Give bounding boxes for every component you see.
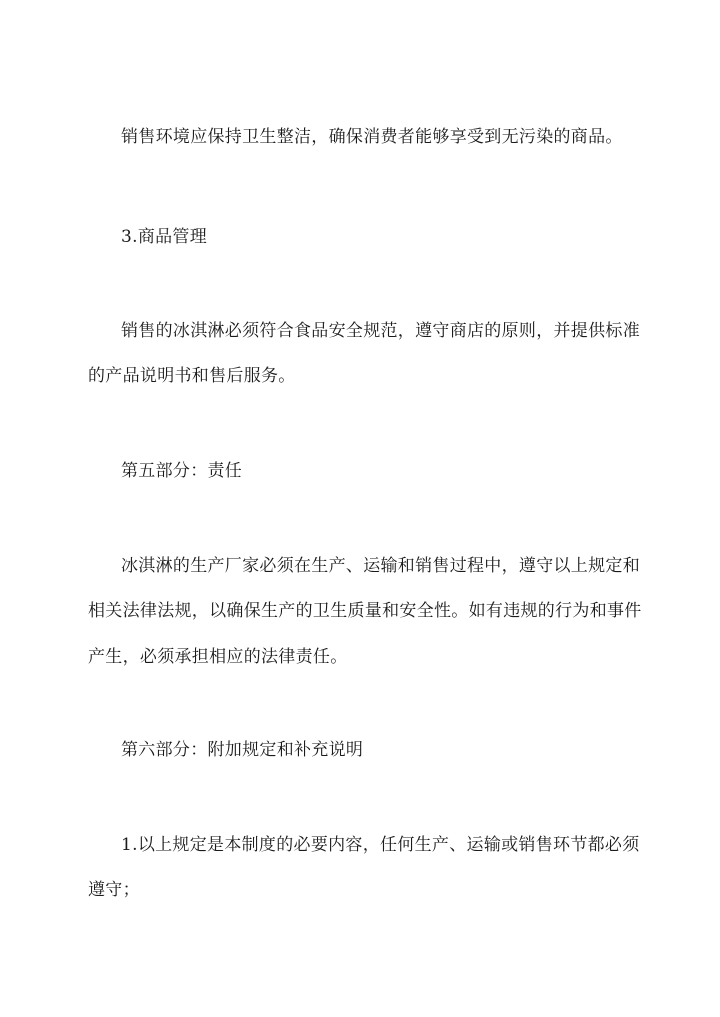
heading-part-five-responsibility: 第五部分：责任	[121, 461, 243, 481]
paragraph-product-rules-line-2: 的产品说明书和售后服务。	[88, 366, 296, 386]
paragraph-rule-one-line-1: 1.以上规定是本制度的必要内容，任何生产、运输或销售环节都必须	[121, 835, 640, 855]
heading-part-six-additional: 第六部分：附加规定和补充说明	[121, 740, 364, 760]
paragraph-responsibility-line-2: 相关法律法规，以确保生产的卫生质量和安全性。如有违规的行为和事件	[88, 601, 642, 621]
paragraph-product-rules-line-1: 销售的冰淇淋必须符合食品安全规范，遵守商店的原则，并提供标准	[121, 321, 640, 341]
paragraph-responsibility-line-3: 产生，必须承担相应的法律责任。	[88, 647, 348, 667]
paragraph-sales-environment: 销售环境应保持卫生整洁，确保消费者能够享受到无污染的商品。	[121, 127, 623, 147]
paragraph-rule-one-line-2: 遵守；	[88, 880, 140, 900]
paragraph-responsibility-line-1: 冰淇淋的生产厂家必须在生产、运输和销售过程中，遵守以上规定和	[121, 556, 640, 576]
heading-product-management: 3.商品管理	[121, 227, 208, 247]
